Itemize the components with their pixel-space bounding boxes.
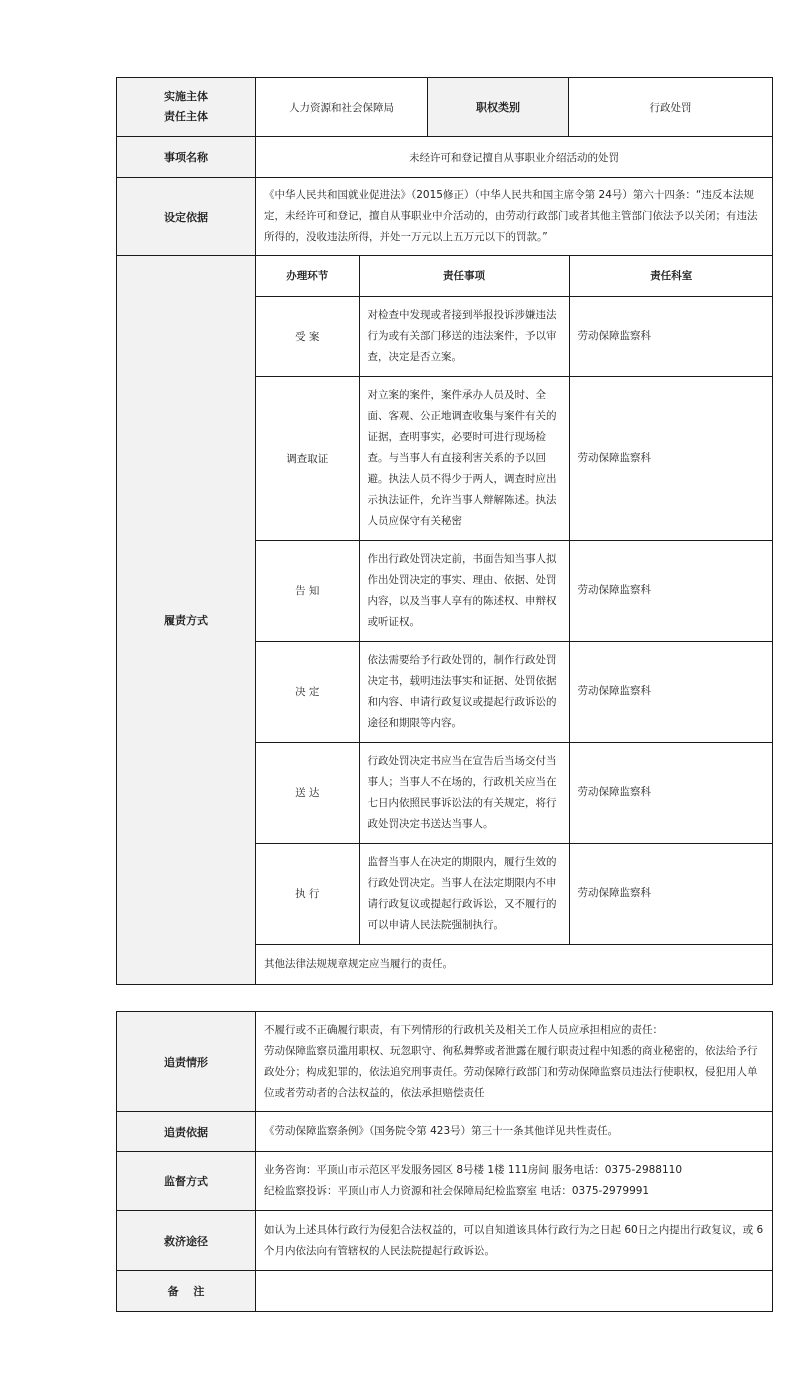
category-value: 行政处罚 — [569, 78, 773, 137]
accountability-basis-value: 《劳动保障监察条例》（国务院令第 423号）第三十一条其他详见共性责任。 — [256, 1112, 773, 1152]
row-remedy — [117, 1211, 773, 1271]
accountability-label: 追责情形 — [117, 1012, 256, 1112]
legal-basis-label: 设定依据 — [117, 178, 256, 256]
step-stage: 调查取证 — [256, 376, 359, 540]
header-matter: 责任事项 — [359, 256, 569, 296]
step-office: 劳动保障监察科 — [569, 296, 773, 376]
step-stage: 受 案 — [256, 296, 359, 376]
row-accountability-basis — [117, 1112, 773, 1152]
accountability-detail: 劳动保障监察员滥用职权、玩忽职守、徇私舞弊或者泄露在履行职责过程中知悉的商业秘密的，依法给予行政处分；构成犯罪的，依法追究刑事责任。劳动保障行政部门和劳动保障监察员违法行使职权，侵犯用人单位或者劳动者的合法权益的，依法承担赔偿责任 — [264, 1044, 758, 1099]
header-office: 责任科室 — [569, 256, 773, 296]
responsibility-table — [116, 77, 773, 985]
accountability-table — [116, 1011, 773, 1312]
step-row — [256, 376, 773, 540]
remedy-label: 救济途径 — [117, 1211, 256, 1271]
step-row — [256, 742, 773, 843]
step-stage: 执 行 — [256, 843, 359, 944]
row-duty-method — [117, 256, 773, 985]
row-legal-basis — [117, 178, 773, 256]
item-name-label: 事项名称 — [117, 137, 256, 178]
step-office: 劳动保障监察科 — [569, 540, 773, 641]
step-row — [256, 296, 773, 376]
row-subject — [117, 78, 773, 137]
step-stage: 送 达 — [256, 742, 359, 843]
remedy-value: 如认为上述具体行政行为侵犯合法权益的，可以自知道该具体行政行为之日起 60日之内提出行政复议，或 6个月内依法向有管辖权的人民法院提起行政诉讼。 — [256, 1211, 773, 1271]
accountability-basis-label: 追责依据 — [117, 1112, 256, 1152]
legal-basis-value: 《中华人民共和国就业促进法》（2015修正）（中华人民共和国主席令第 24号）第六十四条：“违反本法规定，未经许可和登记，擅自从事职业中介活动的，由劳动行政部门或者其他主管部门依法予以关闭；有违法所得的，没收违法所得，并处一万元以上五万元以下的罚款。” — [256, 178, 773, 256]
note-value — [256, 1271, 773, 1312]
row-supervision — [117, 1152, 773, 1211]
supervision-value — [256, 1152, 773, 1211]
step-matter: 作出行政处罚决定前，书面告知当事人拟作出处罚决定的事实、理由、依据、处罚内容，以及当事人享有的陈述权、申辩权或听证权。 — [359, 540, 569, 641]
step-matter: 对检查中发现或者接到举报投诉涉嫌违法行为或有关部门移送的违法案件，予以审查，决定是否立案。 — [359, 296, 569, 376]
row-accountability — [117, 1012, 773, 1112]
accountability-value — [256, 1012, 773, 1112]
step-row — [256, 641, 773, 742]
step-office: 劳动保障监察科 — [569, 376, 773, 540]
other-duty-row — [256, 944, 773, 984]
step-stage: 决 定 — [256, 641, 359, 742]
step-matter: 行政处罚决定书应当在宣告后当场交付当事人；当事人不在场的，行政机关应当在七日内依照民事诉讼法的有关规定，将行政处罚决定书送达当事人。 — [359, 742, 569, 843]
row-item-name — [117, 137, 773, 178]
duty-header-row — [256, 256, 773, 296]
header-stage: 办理环节 — [256, 256, 359, 296]
row-note — [117, 1271, 773, 1312]
duty-steps-table — [256, 256, 773, 984]
step-matter: 监督当事人在决定的期限内，履行生效的行政处罚决定。当事人在法定期限内不申请行政复议或提起行政诉讼，又不履行的可以申请人民法院强制执行。 — [359, 843, 569, 944]
step-row — [256, 540, 773, 641]
duty-steps-cell — [256, 256, 773, 985]
step-stage: 告 知 — [256, 540, 359, 641]
other-duty-text: 其他法律法规规章规定应当履行的责任。 — [256, 944, 773, 984]
note-label: 备 注 — [117, 1271, 256, 1312]
category-label: 职权类别 — [428, 78, 569, 137]
subject-label — [117, 78, 256, 137]
item-name-value: 未经许可和登记擅自从事职业介绍活动的处罚 — [256, 137, 773, 178]
step-row — [256, 843, 773, 944]
subject-value: 人力资源和社会保障局 — [256, 78, 428, 137]
duty-method-label: 履责方式 — [117, 256, 256, 985]
step-office: 劳动保障监察科 — [569, 843, 773, 944]
discipline-complaint: 纪检监察投诉：平顶山市人力资源和社会保障局纪检监察室 电话：0375-2979991 — [264, 1185, 650, 1197]
step-office: 劳动保障监察科 — [569, 641, 773, 742]
step-matter: 对立案的案件，案件承办人员及时、全面、客观、公正地调查收集与案件有关的证据，查明事实，必要时可进行现场检查。与当事人有直接利害关系的予以回避。执法人员不得少于两人，调查时应出示执法证件，允许当事人辩解陈述。执法人员应保守有关秘密 — [359, 376, 569, 540]
accountability-intro: 不履行或不正确履行职责，有下列情形的行政机关及相关工作人员应承担相应的责任： — [264, 1023, 663, 1036]
label-responsible-body: 责任主体 — [164, 110, 208, 123]
business-consultation: 业务咨询：平顶山市示范区平发服务园区 8号楼 1楼 111房间 服务电话：0375-2988110 — [264, 1164, 683, 1176]
supervision-label: 监督方式 — [117, 1152, 256, 1211]
step-office: 劳动保障监察科 — [569, 742, 773, 843]
step-matter: 依法需要给予行政处罚的，制作行政处罚决定书，载明违法事实和证据、处罚依据和内容、申请行政复议或提起行政诉讼的途径和期限等内容。 — [359, 641, 569, 742]
label-implementing-body: 实施主体 — [164, 90, 208, 103]
